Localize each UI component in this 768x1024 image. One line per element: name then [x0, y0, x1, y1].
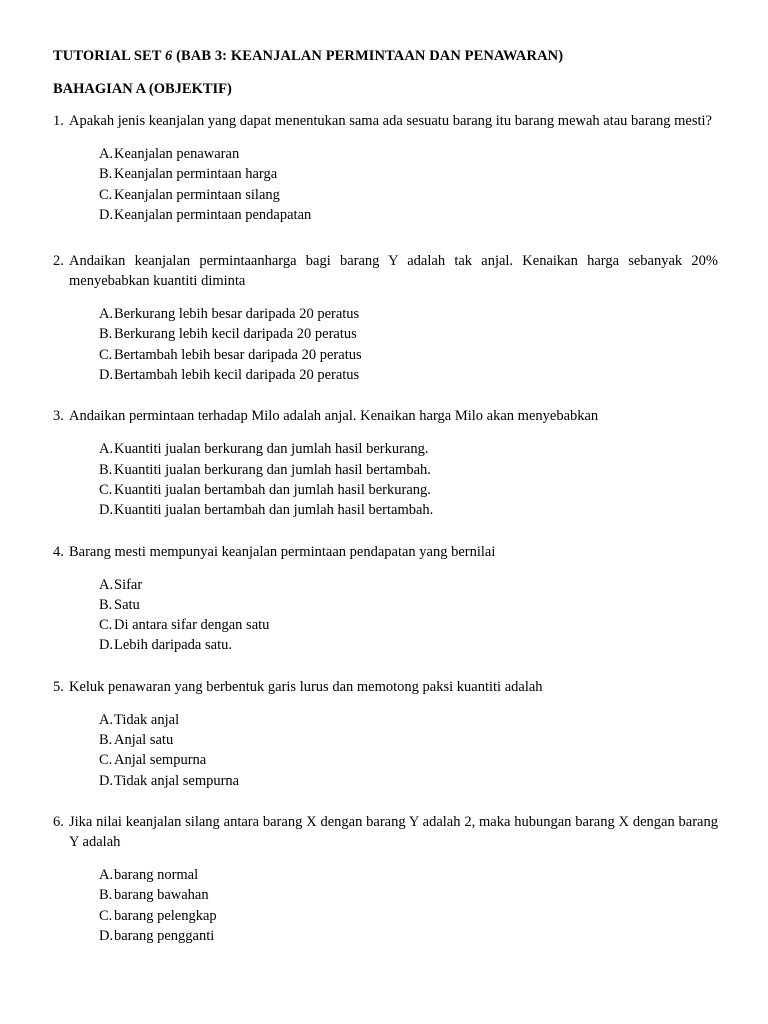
- answer-options: [99, 144, 718, 225]
- option-letter: D.: [99, 206, 114, 223]
- option-text: Keanjalan permintaan harga: [114, 166, 278, 183]
- option-text: Kuantiti jualan bertambah dan jumlah hasil berkurang.: [114, 481, 431, 498]
- answer-option: [99, 710, 718, 730]
- option-letter: A.: [99, 866, 114, 883]
- answer-option: [99, 304, 718, 324]
- answer-option: [99, 865, 718, 885]
- answer-option: [99, 615, 718, 635]
- option-letter: D.: [99, 927, 114, 944]
- option-letter: B.: [99, 326, 113, 343]
- option-text: Lebih daripada satu.: [114, 637, 232, 654]
- option-letter: B.: [99, 461, 113, 478]
- answer-option: [99, 750, 718, 770]
- question-number: 5.: [53, 678, 64, 695]
- option-letter: B.: [99, 166, 113, 183]
- option-text: barang normal: [114, 866, 199, 883]
- answer-option: [99, 595, 718, 615]
- document-page: [53, 46, 718, 946]
- question-text-row: [53, 542, 718, 562]
- answer-option: [99, 926, 718, 946]
- question-text: Apakah jenis keanjalan yang dapat menentukan sama ada sesuatu barang itu barang mewah atau barang mesti?: [69, 113, 712, 129]
- option-letter: B.: [99, 596, 113, 613]
- answer-options: [99, 575, 718, 656]
- option-letter: B.: [99, 887, 113, 904]
- question-3: [53, 406, 718, 520]
- option-letter: D.: [99, 637, 114, 654]
- answer-option: [99, 185, 718, 205]
- option-text: Tidak anjal sempurna: [114, 772, 240, 789]
- answer-options: [99, 865, 718, 946]
- answer-option: [99, 144, 718, 164]
- option-letter: D.: [99, 367, 114, 384]
- option-text: Kuantiti jualan bertambah dan jumlah hasil bertambah.: [114, 502, 434, 519]
- question-number: 3.: [53, 408, 64, 425]
- option-letter: A.: [99, 146, 114, 162]
- option-text: barang pengganti: [114, 927, 215, 944]
- option-letter: C.: [99, 907, 113, 924]
- option-text: Di antara sifar dengan satu: [114, 617, 270, 634]
- answer-option: [99, 500, 718, 520]
- title-prefix: TUTORIAL SET: [53, 48, 165, 64]
- option-text: Berkurang lebih kecil daripada 20 peratus: [114, 326, 357, 343]
- question-text-row: [53, 251, 718, 291]
- answer-option: [99, 164, 718, 184]
- option-text: barang bawahan: [114, 887, 209, 904]
- question-number: 4.: [53, 543, 64, 560]
- option-letter: A.: [99, 711, 114, 728]
- option-letter: A.: [99, 441, 114, 458]
- question-list: [53, 111, 718, 946]
- option-text: Satu: [114, 596, 140, 613]
- question-number: 6.: [53, 813, 64, 830]
- answer-option: [99, 635, 718, 655]
- answer-options: [99, 710, 718, 791]
- option-text: Keanjalan permintaan silang: [114, 186, 280, 203]
- question-text: Andaikan keanjalan permintaanharga bagi barang Y adalah tak anjal. Kenaikan harga sebanyak 20% menyebabkan kuantiti diminta: [69, 253, 718, 290]
- document-title: [53, 46, 718, 66]
- option-letter: C.: [99, 346, 113, 363]
- answer-option: [99, 345, 718, 365]
- answer-option: [99, 460, 718, 480]
- answer-option: [99, 730, 718, 750]
- option-letter: C.: [99, 617, 113, 634]
- answer-option: [99, 480, 718, 500]
- option-letter: D.: [99, 772, 114, 789]
- option-text: Kuantiti jualan berkurang dan jumlah hasil berkurang.: [114, 441, 429, 458]
- option-text: barang pelengkap: [114, 907, 217, 924]
- question-number: 1.: [53, 113, 64, 129]
- question-5: [53, 677, 718, 791]
- answer-option: [99, 205, 718, 225]
- option-text: Bertambah lebih kecil daripada 20 peratus: [114, 367, 360, 384]
- answer-option: [99, 324, 718, 344]
- question-6: [53, 812, 718, 946]
- title-suffix: (BAB 3: KEANJALAN PERMINTAAN DAN PENAWARAN): [172, 48, 564, 64]
- question-text: Keluk penawaran yang berbentuk garis lurus dan memotong paksi kuantiti adalah: [69, 678, 543, 695]
- option-letter: B.: [99, 732, 113, 749]
- answer-option: [99, 439, 718, 459]
- question-text-row: [53, 406, 718, 426]
- option-text: Anjal satu: [114, 732, 174, 749]
- section-title: BAHAGIAN A (OBJEKTIF): [53, 81, 232, 97]
- question-2: [53, 251, 718, 385]
- answer-options: [99, 304, 718, 385]
- answer-options: [99, 439, 718, 520]
- question-text-row: [53, 111, 718, 131]
- title-set-number: 6: [164, 48, 173, 64]
- question-text-row: [53, 812, 718, 852]
- answer-option: [99, 771, 718, 791]
- option-letter: C.: [99, 186, 113, 203]
- answer-option: [99, 575, 718, 595]
- question-text: Jika nilai keanjalan silang antara barang X dengan barang Y adalah 2, maka hubungan barang X dengan barang Y adalah: [69, 813, 718, 850]
- question-text: Andaikan permintaan terhadap Milo adalah anjal. Kenaikan harga Milo akan menyebabkan: [69, 408, 599, 425]
- option-letter: A.: [99, 576, 114, 593]
- option-letter: C.: [99, 752, 113, 769]
- question-4: [53, 542, 718, 656]
- answer-option: [99, 365, 718, 385]
- option-text: Sifar: [114, 576, 143, 593]
- answer-option: [99, 885, 718, 905]
- option-text: Tidak anjal: [114, 711, 180, 728]
- option-text: Keanjalan permintaan pendapatan: [114, 206, 312, 223]
- question-text: Barang mesti mempunyai keanjalan permintaan pendapatan yang bernilai: [69, 543, 496, 560]
- option-text: Bertambah lebih besar daripada 20 peratus: [114, 346, 362, 363]
- option-letter: A.: [99, 306, 114, 323]
- option-text: Keanjalan penawaran: [114, 146, 240, 162]
- option-text: Berkurang lebih besar daripada 20 peratus: [114, 306, 360, 323]
- option-text: Kuantiti jualan berkurang dan jumlah hasil bertambah.: [114, 461, 431, 478]
- option-text: Anjal sempurna: [114, 752, 207, 769]
- question-text-row: [53, 677, 718, 697]
- option-letter: C.: [99, 481, 113, 498]
- question-number: 2.: [53, 253, 64, 270]
- option-letter: D.: [99, 502, 114, 519]
- answer-option: [99, 906, 718, 926]
- question-1: [53, 111, 718, 225]
